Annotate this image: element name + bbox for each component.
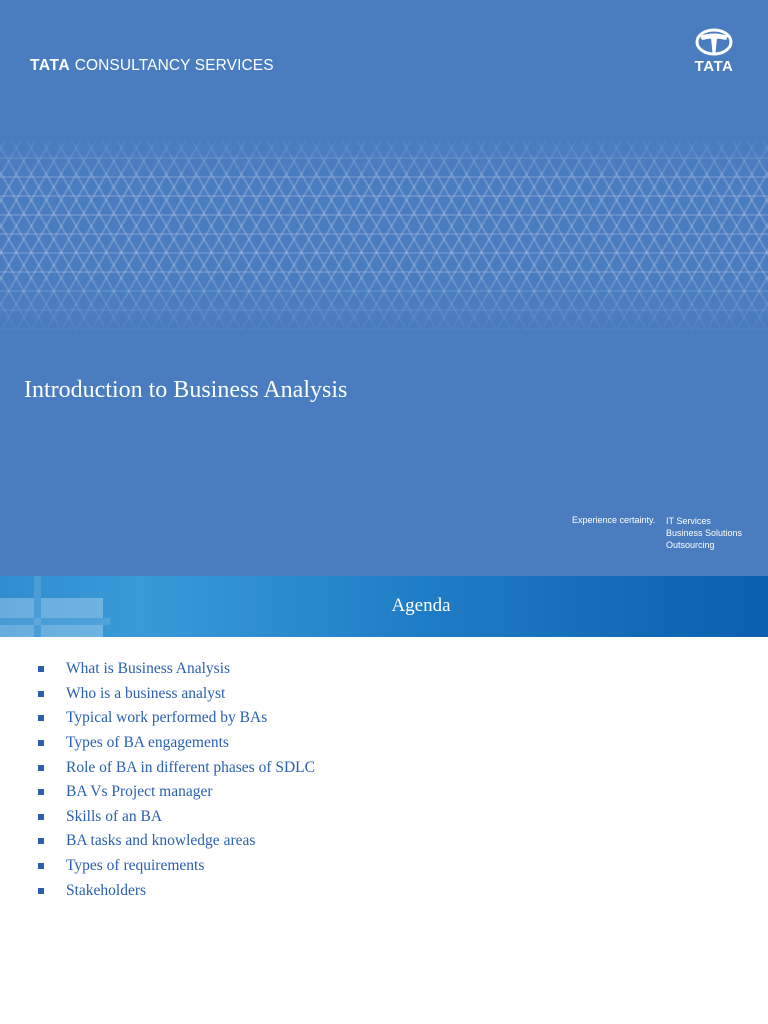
- tagline: Experience certainty.: [572, 515, 656, 525]
- list-item: Who is a business analyst: [38, 682, 315, 707]
- service-item: Outsourcing: [666, 540, 715, 550]
- service-item: IT Services: [666, 516, 711, 526]
- bullet-icon: [38, 666, 44, 672]
- bullet-icon: [38, 838, 44, 844]
- presentation-title: Introduction to Business Analysis: [24, 377, 348, 403]
- agenda-list: [38, 657, 315, 903]
- bullet-icon: [38, 888, 44, 894]
- list-item: BA Vs Project manager: [38, 780, 315, 805]
- bullet-icon: [38, 691, 44, 697]
- bullet-icon: [38, 814, 44, 820]
- list-item: Typical work performed by BAs: [38, 706, 315, 731]
- list-item: Types of BA engagements: [38, 731, 315, 756]
- tata-logo: [686, 28, 742, 78]
- tata-pattern-band: [0, 140, 768, 330]
- list-item: Types of requirements: [38, 854, 315, 879]
- bullet-icon: [38, 863, 44, 869]
- list-item: What is Business Analysis: [38, 657, 315, 682]
- list-item: Role of BA in different phases of SDLC: [38, 755, 315, 780]
- tata-logo-icon: [686, 28, 742, 58]
- bullet-icon: [38, 715, 44, 721]
- bullet-icon: [38, 765, 44, 771]
- agenda-slide: [0, 576, 768, 1024]
- list-item: Skills of an BA: [38, 805, 315, 830]
- agenda-header-bar: [0, 576, 768, 637]
- company-name: TATA CONSULTANCY SERVICES: [30, 57, 274, 74]
- services-list: [666, 515, 742, 551]
- list-item: BA tasks and knowledge areas: [38, 829, 315, 854]
- list-item: Stakeholders: [38, 878, 315, 903]
- logo-text: TATA: [694, 58, 734, 75]
- service-item: Business Solutions: [666, 528, 743, 538]
- bullet-icon: [38, 789, 44, 795]
- agenda-title: Agenda: [391, 595, 451, 616]
- bullet-icon: [38, 740, 44, 746]
